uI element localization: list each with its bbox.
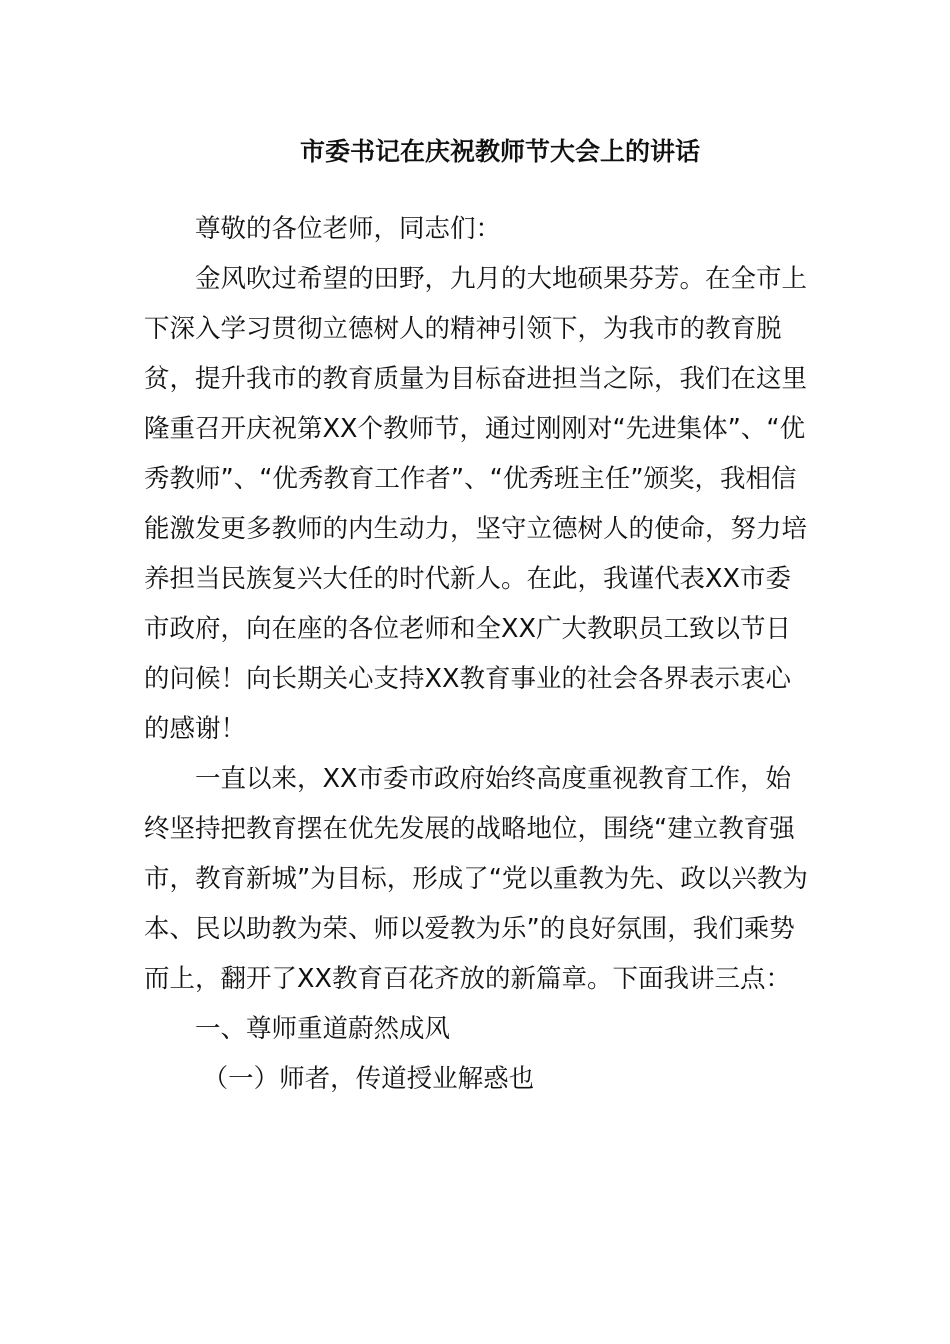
document-body xyxy=(144,204,812,1104)
subsection-heading-1: （一）师者，传道授业解惑也 xyxy=(202,1064,535,1094)
opening-paragraph: 金风吹过希望的田野，九月的大地硕果芬芳。在全市上下深入学习贯彻立德树人的精神引领下，为我市的教育脱贫，提升我市的教育质量为目标奋进担当之际，我们在这里隆重召开庆祝第XX个教师节，通过刚刚对“先进集体”、“优秀教师”、“优秀教育工作者”、“优秀班主任”颁奖，我相信能激发更多教师的内生动力，坚守立德树人的使命，努力培养担当民族复兴大任的时代新人。在此，我谨代表XX市委市政府，向在座的各位老师和全XX广大教职员工致以节日的问候！向长期关心支持XX教育事业的社会各界表示衷心的感谢！ xyxy=(144,264,808,744)
document-title: 市委书记在庆祝教师节大会上的讲话 xyxy=(299,137,700,166)
salutation-paragraph: 尊敬的各位老师，同志们： xyxy=(195,214,502,244)
section-heading-1: 一、尊师重道蔚然成风 xyxy=(195,1014,451,1044)
background-paragraph: 一直以来，XX市委市政府始终高度重视教育工作，始终坚持把教育摆在优先发展的战略地位，围绕“建立教育强市，教育新城”为目标，形成了“党以重教为先、政以兴教为本、民以助教为荣、师以爱教为乐”的良好氛围，我们乘势而上，翻开了XX教育百花齐放的新篇章。下面我讲三点： xyxy=(144,764,808,994)
